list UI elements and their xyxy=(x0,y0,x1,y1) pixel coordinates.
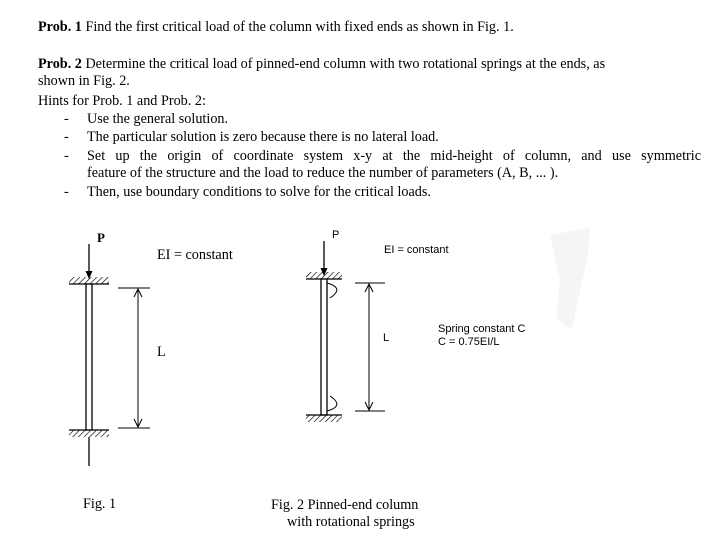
bullet-dash: - xyxy=(64,184,69,200)
fig1-bottom-fixed-support xyxy=(69,430,109,437)
fig2-caption-line2: with rotational springs xyxy=(287,514,415,530)
fig1-length-label: L xyxy=(157,344,166,360)
fig2-bottom-spring xyxy=(327,396,337,411)
hints-title: Hints for Prob. 1 and Prob. 2: xyxy=(38,93,206,109)
fig2-column xyxy=(321,279,327,415)
prob1-label: Prob. 1 xyxy=(38,19,82,35)
fig1-column xyxy=(86,284,92,430)
fig2-caption-line1: Fig. 2 Pinned-end column xyxy=(271,497,419,513)
hint-2: The particular solution is zero because there is no lateral load. xyxy=(87,129,439,145)
hint-1: Use the general solution. xyxy=(87,111,229,127)
fig2-top-spring xyxy=(327,283,337,298)
fig1-stiffness-label: EI = constant xyxy=(157,247,233,263)
fig1-column-diagram xyxy=(69,244,150,466)
fig2-length-label: L xyxy=(383,332,390,344)
hint-4: Then, use boundary conditions to solve for the critical loads. xyxy=(87,184,431,200)
prob2-text-line1: Determine the critical load of pinned-end column with two rotational springs at the ends, as xyxy=(81,56,606,72)
fig2-spring-constant-line1: Spring constant C xyxy=(438,323,526,335)
faint-smudge xyxy=(550,228,590,330)
fig2-top-support xyxy=(306,272,342,279)
fig2-spring-constant-line2: C = 0.75EI/L xyxy=(438,336,500,348)
bullet-dash: - xyxy=(64,129,69,145)
fig2-column-diagram xyxy=(306,241,385,422)
fig1-load-label: P xyxy=(97,230,105,245)
prob1-text: Find the first critical load of the column with fixed ends as shown in Fig. 1. xyxy=(81,19,514,35)
prob2-label: Prob. 2 xyxy=(38,56,82,72)
prob2-text-line2: shown in Fig. 2. xyxy=(38,73,130,89)
hint-3-line2: feature of the structure and the load to reduce the number of parameters (A, B, ... ). xyxy=(87,165,559,181)
fig2-load-label: P xyxy=(332,229,340,241)
bullet-dash: - xyxy=(64,148,69,164)
fig2-bottom-support xyxy=(306,415,342,422)
fig1-caption: Fig. 1 xyxy=(83,496,117,512)
fig2-stiffness-label: EI = constant xyxy=(384,244,449,256)
bullet-dash: - xyxy=(64,111,69,127)
hint-3-line1: Set up the origin of coordinate system x-y at the mid-height of column, and use symmetric xyxy=(87,148,701,164)
